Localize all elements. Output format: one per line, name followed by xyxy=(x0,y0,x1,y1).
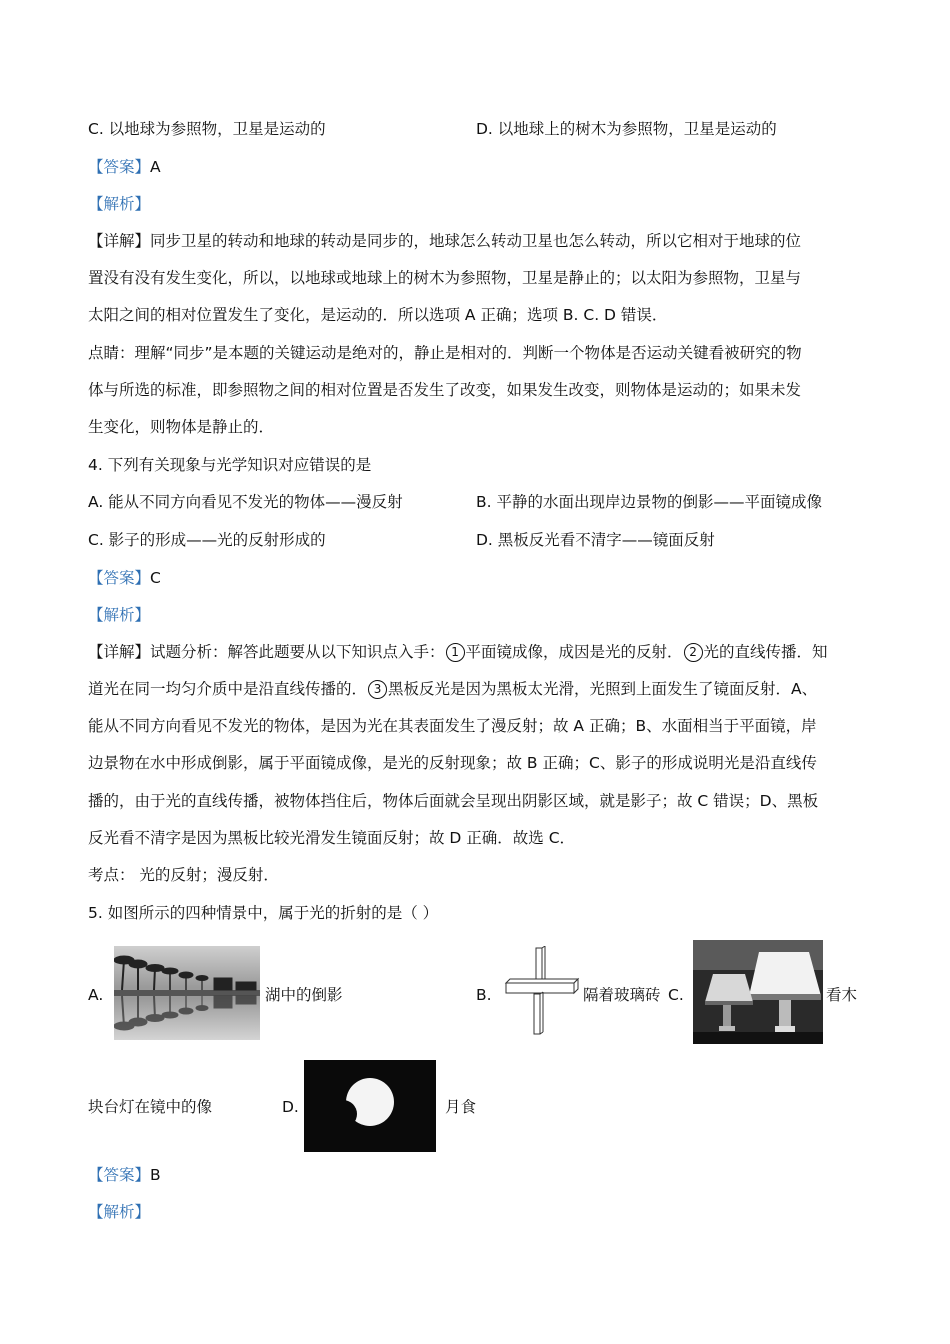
q4-answer xyxy=(88,567,161,589)
q4-stem: 4. 下列有关现象与光学知识对应错误的是 xyxy=(88,456,372,474)
q5-option-c-text-1: 看木 xyxy=(826,986,858,1004)
circled-number: 3 xyxy=(368,680,387,699)
q3-detail-line-1 xyxy=(88,230,801,252)
q3-analysis-tag: 【解析】 xyxy=(88,195,151,213)
answer-tag: 【答案】 xyxy=(88,569,151,587)
q4-detail-line-4: 边景物在水中形成倒影，属于平面镜成像，是光的反射现象；故 B 正确；C、影子的形成说明光是沿直线传 xyxy=(88,754,817,772)
q3-note-line-1: 点睛：理解“同步”是本题的关键运动是绝对的，静止是相对的．判断一个物体是否运动关键看被研究的物 xyxy=(88,344,802,362)
q4-detail-line-2 xyxy=(88,678,817,700)
glass-brick-image xyxy=(500,946,580,1040)
q4-option-c: C. 影子的形成——光的反射形成的 xyxy=(88,531,326,549)
q3-answer xyxy=(88,156,161,178)
detail-tag: 【详解】 xyxy=(88,232,151,250)
circled-number: 1 xyxy=(446,643,465,662)
q5-option-a-text: 湖中的倒影 xyxy=(265,986,343,1004)
answer-tag: 【答案】 xyxy=(88,158,151,176)
q5-option-b-letter: B. xyxy=(476,986,492,1004)
q3-note-line-3: 生变化，则物体是静止的． xyxy=(88,418,275,436)
q4-option-a: A. 能从不同方向看见不发光的物体——漫反射 xyxy=(88,493,403,511)
q3-note-line-2: 体与所选的标准，即参照物之间的相对位置是否发生了改变，如果发生改变，则物体是运动的；如果未发 xyxy=(88,381,802,399)
lake-reflection-image xyxy=(114,946,260,1040)
lunar-eclipse-image xyxy=(304,1060,436,1152)
detail-text: 光的直线传播．知 xyxy=(703,643,828,661)
q3-detail-line-2: 置没有没有发生变化，所以，以地球或地球上的树木为参照物，卫星是静止的；以太阳为参照物，卫星与 xyxy=(88,269,802,287)
detail-text: 平面镜成像，成因是光的反射． xyxy=(465,643,683,661)
q3-option-d: D. 以地球上的树木为参照物，卫星是运动的 xyxy=(476,120,777,138)
q4-analysis-tag: 【解析】 xyxy=(88,606,151,624)
q5-analysis-tag: 【解析】 xyxy=(88,1203,151,1221)
answer-value: A xyxy=(150,158,161,176)
q4-kaodian: 考点： 光的反射；漫反射． xyxy=(88,866,279,884)
q5-option-a-letter: A. xyxy=(88,986,104,1004)
detail-text: 道光在同一均匀介质中是沿直线传播的． xyxy=(88,680,368,698)
table-lamp-mirror-image xyxy=(693,940,823,1044)
detail-tag: 【详解】 xyxy=(88,643,151,661)
q4-option-b: B. 平静的水面出现岸边景物的倒影——平面镜成像 xyxy=(476,493,822,511)
q3-detail-line-3: 太阳之间的相对位置发生了变化，是运动的．所以选项 A 正确；选项 B. C. D 错误． xyxy=(88,306,668,324)
q4-detail-line-1 xyxy=(88,641,828,663)
q5-stem: 5. 如图所示的四种情景中，属于光的折射的是（ ） xyxy=(88,904,439,922)
detail-text: 黑板反光是因为黑板太光滑，光照到上面发生了镜面反射．A、 xyxy=(388,680,818,698)
q4-detail-line-3: 能从不同方向看见不发光的物体，是因为光在其表面发生了漫反射；故 A 正确；B、水面相当于平面镜，岸 xyxy=(88,717,817,735)
circled-number: 2 xyxy=(684,643,703,662)
q4-detail-line-6: 反光看不清字是因为黑板比较光滑发生镜面反射；故 D 正确．故选 C． xyxy=(88,829,576,847)
q5-option-b-text: 隔着玻璃砖 xyxy=(583,986,661,1004)
q4-detail-line-5: 播的，由于光的直线传播，被物体挡住后，物体后面就会呈现出阴影区域，就是影子；故 C 错误；D、黑板 xyxy=(88,792,819,810)
q5-option-d-letter: D. xyxy=(282,1098,299,1116)
q5-option-c-text-2: 块台灯在镜中的像 xyxy=(88,1098,213,1116)
q5-answer xyxy=(88,1164,161,1186)
q4-option-d: D. 黑板反光看不清字——镜面反射 xyxy=(476,531,715,549)
answer-value: C xyxy=(150,569,161,587)
q5-option-c-letter: C. xyxy=(668,986,684,1004)
detail-text: 试题分析：解答此题要从以下知识点入手： xyxy=(150,643,445,661)
answer-tag: 【答案】 xyxy=(88,1166,151,1184)
q5-option-d-text: 月食 xyxy=(445,1098,477,1116)
detail-text: 同步卫星的转动和地球的转动是同步的，地球怎么转动卫星也怎么转动，所以它相对于地球的位 xyxy=(150,232,802,250)
answer-value: B xyxy=(150,1166,161,1184)
q3-option-c: C. 以地球为参照物，卫星是运动的 xyxy=(88,120,326,138)
